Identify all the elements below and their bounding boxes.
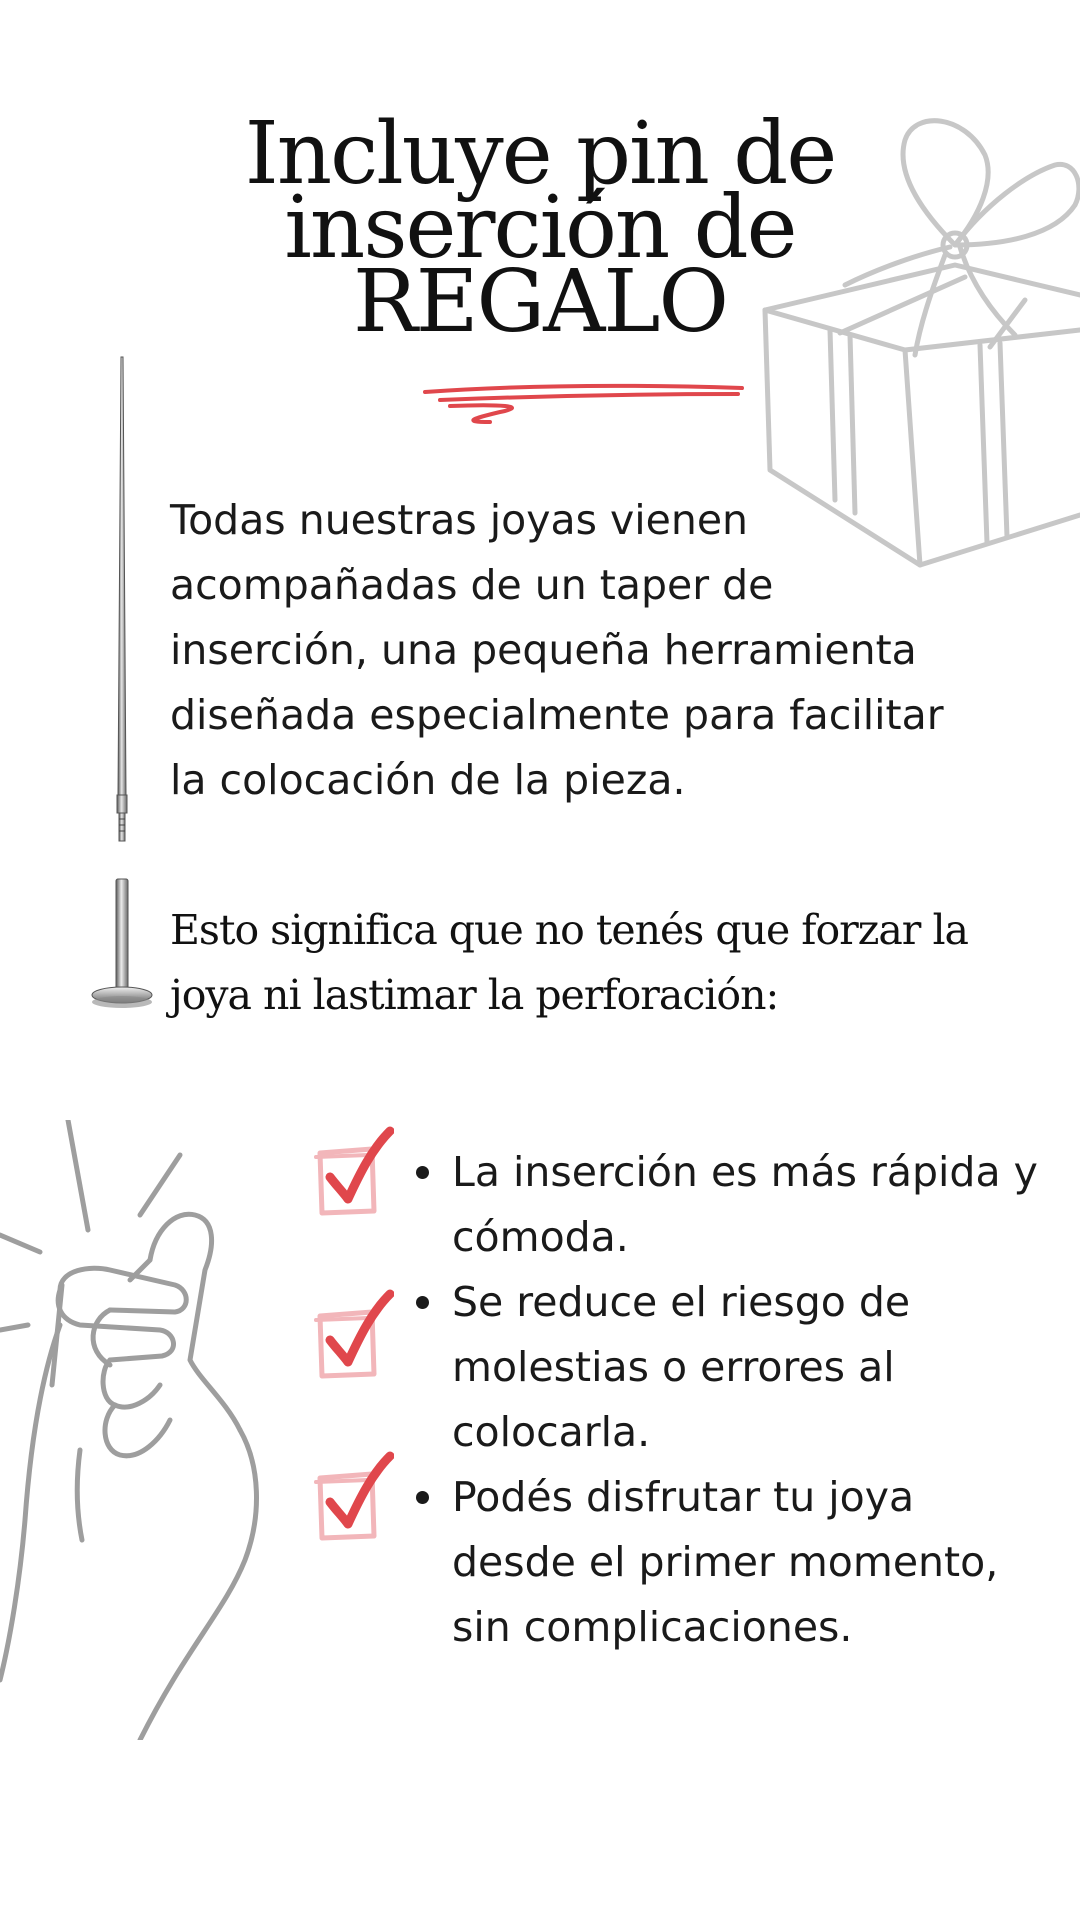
benefit-line: desde el primer momento, bbox=[452, 1538, 999, 1586]
intro-line: inserción, una pequeña herramienta bbox=[170, 626, 917, 674]
bullet-dot bbox=[416, 1296, 429, 1309]
intro-line: diseñada especialmente para facilitar bbox=[170, 691, 944, 739]
benefits-list bbox=[412, 1140, 1077, 1660]
list-item bbox=[412, 1270, 1077, 1465]
threaded-pin-icon bbox=[88, 875, 156, 1015]
list-item bbox=[412, 1465, 1077, 1660]
title-line-2: inserción de bbox=[284, 177, 796, 278]
insertion-taper-icon bbox=[108, 355, 136, 845]
title-underline-stroke bbox=[420, 380, 750, 430]
intro-line: Todas nuestras joyas vienen bbox=[170, 496, 749, 544]
benefit-line: sin complicaciones. bbox=[452, 1603, 853, 1651]
finger-snap-hand-icon bbox=[0, 1120, 300, 1740]
title-line-1: Incluye pin de bbox=[244, 104, 836, 204]
list-item bbox=[412, 1140, 1077, 1270]
subtitle-paragraph bbox=[170, 898, 1050, 1028]
page-title bbox=[0, 104, 1080, 352]
bullet-dot bbox=[416, 1166, 429, 1179]
intro-paragraph bbox=[170, 488, 1050, 813]
benefit-line: molestias o errores al bbox=[452, 1343, 895, 1391]
checkbox-checked-icon bbox=[312, 1288, 394, 1384]
bullet-dot bbox=[416, 1491, 429, 1504]
subtitle-line: Esto significa que no tenés que forzar la bbox=[170, 906, 968, 954]
benefit-line: La inserción es más rápida y bbox=[452, 1148, 1038, 1196]
benefit-line: Podés disfrutar tu joya bbox=[452, 1473, 915, 1521]
intro-line: acompañadas de un taper de bbox=[170, 561, 774, 609]
benefit-line: cómoda. bbox=[452, 1213, 629, 1261]
benefit-line: colocarla. bbox=[452, 1408, 651, 1456]
checkbox-checked-icon bbox=[312, 1125, 394, 1221]
subtitle-line: joya ni lastimar la perforación: bbox=[170, 971, 779, 1019]
title-line-3: REGALO bbox=[353, 251, 727, 352]
checkbox-checked-icon bbox=[312, 1450, 394, 1546]
benefit-line: Se reduce el riesgo de bbox=[452, 1278, 911, 1326]
intro-line: la colocación de la pieza. bbox=[170, 756, 686, 804]
